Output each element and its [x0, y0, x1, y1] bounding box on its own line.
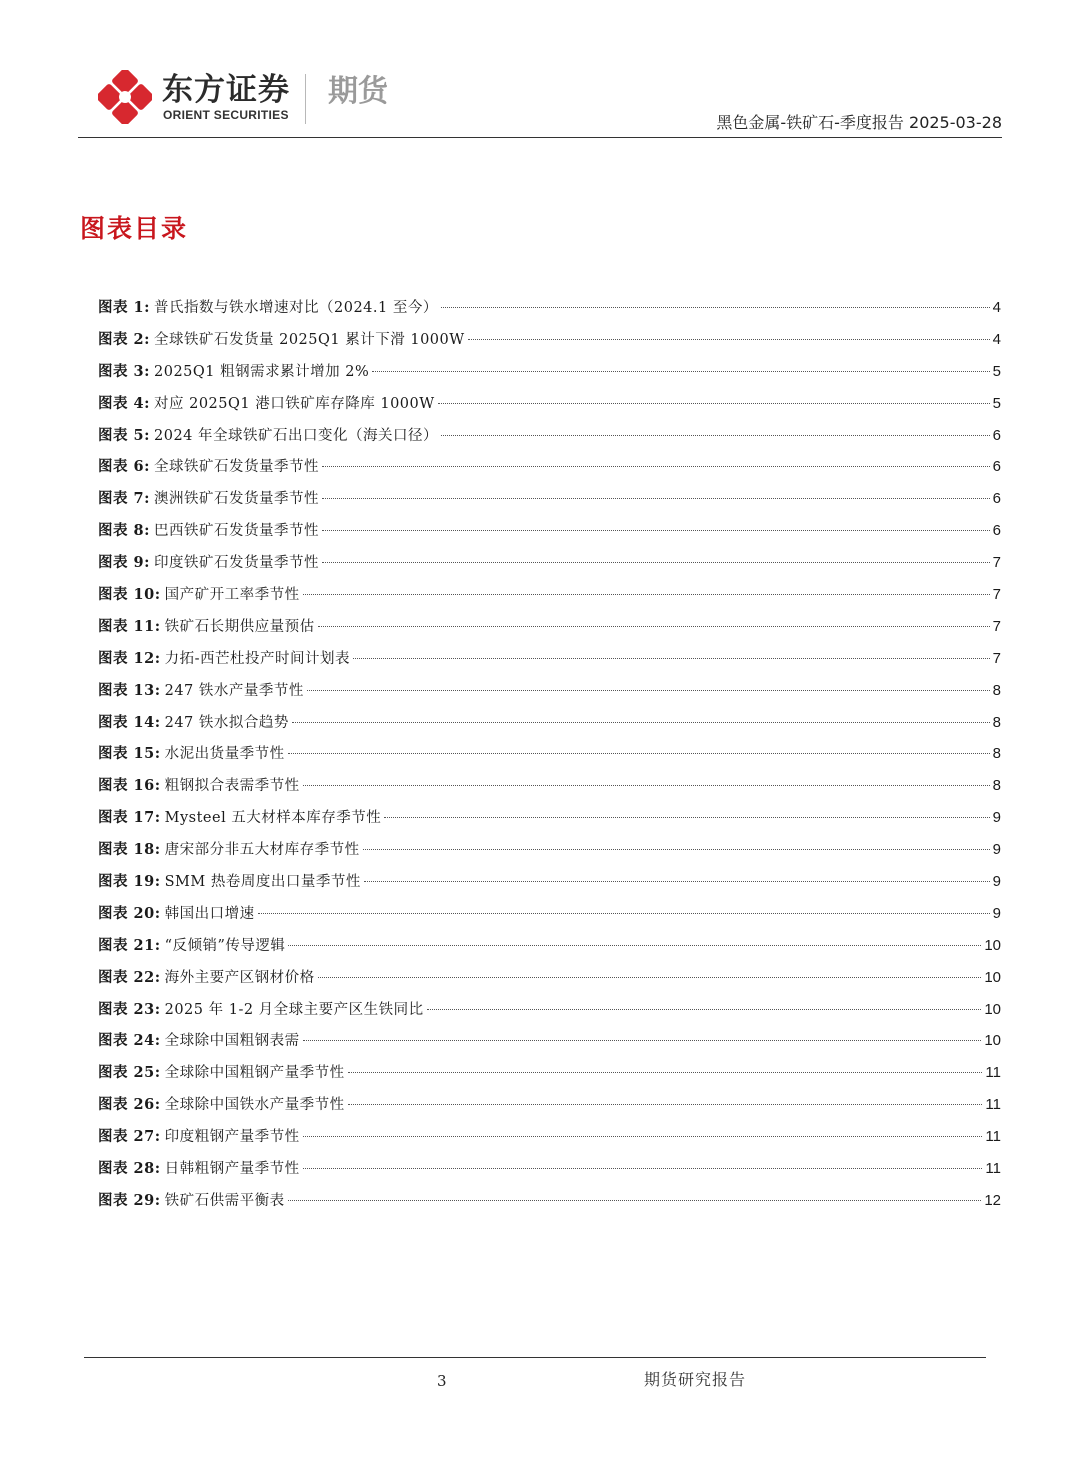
toc-entry-label: 图表 18:	[98, 841, 161, 859]
toc-entry-page: 8	[992, 777, 1001, 795]
toc-entry-page: 5	[992, 362, 1001, 380]
toc-entry-3[interactable]	[98, 360, 1001, 392]
toc-entry-5[interactable]	[98, 424, 1001, 456]
toc-entry-28[interactable]	[98, 1157, 1001, 1189]
toc-entry-title: 247 铁水产量季节性	[164, 682, 304, 699]
toc-entry-4[interactable]	[98, 392, 1001, 424]
dot-leader	[292, 722, 990, 723]
toc-entry-title: 铁矿石长期供应量预估	[164, 618, 315, 635]
toc-entry-title: 印度铁矿石发货量季节性	[154, 555, 319, 572]
toc-entry-page: 11	[985, 1096, 1001, 1114]
toc-entry-label: 图表 28:	[98, 1160, 161, 1178]
toc-entry-label: 图表 5:	[98, 426, 150, 444]
toc-entry-label: 图表 15:	[98, 745, 161, 763]
toc-entry-label: 图表 9:	[98, 554, 150, 572]
toc-entry-page: 7	[992, 554, 1001, 572]
dot-leader	[353, 658, 990, 659]
dot-leader	[303, 1136, 983, 1137]
toc-entry-title: Mysteel 五大材样本库存季节性	[164, 810, 382, 827]
toc-entry-page: 8	[992, 681, 1001, 699]
toc-entry-25[interactable]	[98, 1061, 1001, 1093]
dot-leader	[427, 1009, 982, 1010]
toc-entry-page: 11	[985, 1128, 1001, 1146]
dot-leader	[384, 817, 989, 818]
brand-division: 期货	[328, 74, 388, 109]
toc-entry-title: 海外主要产区钢材价格	[164, 969, 315, 986]
toc-entry-18[interactable]	[98, 838, 1001, 870]
toc-entry-page: 10	[984, 968, 1001, 986]
toc-entry-page: 9	[992, 841, 1001, 859]
toc-entry-title: 全球铁矿石发货量 2025Q1 累计下滑 1000W	[154, 331, 465, 348]
toc-entry-title: 全球铁矿石发货量季节性	[154, 459, 319, 476]
toc-entry-page: 6	[992, 458, 1001, 476]
toc-entry-label: 图表 27:	[98, 1128, 161, 1146]
toc-entry-12[interactable]	[98, 647, 1001, 679]
toc-entry-label: 图表 17:	[98, 809, 161, 827]
toc-entry-title: 全球除中国粗钢产量季节性	[164, 1065, 345, 1082]
dot-leader	[322, 498, 990, 499]
toc-entry-page: 9	[992, 873, 1001, 891]
toc-entry-page: 9	[992, 904, 1001, 922]
toc-entry-label: 图表 10:	[98, 586, 161, 604]
dot-leader	[318, 626, 990, 627]
toc-entry-21[interactable]	[98, 934, 1001, 966]
footer-page-number: 3	[437, 1372, 447, 1390]
toc-entry-page: 8	[992, 745, 1001, 763]
toc-entry-title: 水泥出货量季节性	[164, 746, 285, 763]
toc-entry-title: 全球除中国铁水产量季节性	[164, 1097, 345, 1114]
toc-entry-page: 7	[992, 617, 1001, 635]
toc-entry-10[interactable]	[98, 583, 1001, 615]
dot-leader	[258, 913, 990, 914]
dot-leader	[348, 1072, 983, 1073]
toc-entry-15[interactable]	[98, 742, 1001, 774]
dot-leader	[322, 562, 990, 563]
toc-entry-label: 图表 1:	[98, 299, 150, 316]
toc-entry-label: 图表 8:	[98, 522, 150, 540]
toc-entry-label: 图表 21:	[98, 936, 161, 954]
toc-entry-label: 图表 4:	[98, 394, 150, 412]
toc-entry-27[interactable]	[98, 1125, 1001, 1157]
dot-leader	[363, 849, 990, 850]
toc-entry-2[interactable]	[98, 328, 1001, 360]
toc-heading: 图表目录	[80, 214, 189, 243]
toc-entry-page: 7	[992, 586, 1001, 604]
toc-entry-6[interactable]	[98, 455, 1001, 487]
toc-entry-label: 图表 20:	[98, 904, 161, 922]
dot-leader	[288, 945, 981, 946]
toc-entry-label: 图表 6:	[98, 458, 150, 476]
toc-entry-title: 韩国出口增速	[164, 905, 255, 922]
toc-entry-label: 图表 16:	[98, 777, 161, 795]
toc-entry-title: 全球除中国粗钢表需	[164, 1033, 300, 1050]
toc-entry-17[interactable]	[98, 806, 1001, 838]
brand-name-cn: 东方证券	[162, 72, 290, 108]
dot-leader	[303, 594, 990, 595]
toc-entry-14[interactable]	[98, 711, 1001, 743]
dot-leader	[468, 339, 990, 340]
toc-entry-title: 普氏指数与铁水增速对比（2024.1 至今）	[154, 300, 438, 316]
toc-entry-title: 2025Q1 粗钢需求累计增加 2%	[154, 363, 370, 380]
toc-entry-label: 图表 19:	[98, 873, 161, 891]
toc-entry-title: 2024 年全球铁矿石出口变化（海关口径）	[154, 427, 439, 444]
toc-entry-title: 澳洲铁矿石发货量季节性	[154, 491, 319, 508]
toc-entry-1[interactable]	[98, 296, 1001, 328]
dot-leader	[303, 1040, 982, 1041]
toc-entry-11[interactable]	[98, 615, 1001, 647]
dot-leader	[322, 530, 990, 531]
toc-entry-page: 8	[992, 713, 1001, 731]
orient-securities-logo-icon	[98, 70, 152, 124]
toc-entry-label: 图表 7:	[98, 490, 150, 508]
toc-entry-title: 247 铁水拟合趋势	[164, 714, 289, 731]
toc-entry-label: 图表 26:	[98, 1096, 161, 1114]
toc-entry-page: 6	[992, 490, 1001, 508]
toc-entry-page: 9	[992, 809, 1001, 827]
toc-entry-label: 图表 13:	[98, 681, 161, 699]
toc-entry-label: 图表 24:	[98, 1032, 161, 1050]
dot-leader	[303, 785, 990, 786]
toc-entry-8[interactable]	[98, 519, 1001, 551]
toc-entry-9[interactable]	[98, 551, 1001, 583]
toc-entry-title: 2025 年 1-2 月全球主要产区生铁同比	[164, 1001, 424, 1018]
toc-entry-page: 11	[985, 1064, 1001, 1082]
toc-entry-29[interactable]	[98, 1189, 1001, 1221]
dot-leader	[288, 1200, 982, 1201]
toc-entry-label: 图表 25:	[98, 1064, 161, 1082]
toc-entry-page: 10	[984, 936, 1001, 954]
toc-entry-7[interactable]	[98, 487, 1001, 519]
toc-entry-page: 6	[992, 426, 1001, 444]
dot-leader	[438, 403, 990, 404]
toc-entry-13[interactable]	[98, 679, 1001, 711]
dot-leader	[307, 690, 990, 691]
toc-entry-26[interactable]	[98, 1093, 1001, 1125]
toc-entry-label: 图表 29:	[98, 1191, 161, 1209]
toc-entry-page: 4	[992, 299, 1001, 316]
toc-entry-24[interactable]	[98, 1029, 1001, 1061]
toc-entry-page: 7	[992, 649, 1001, 667]
toc-entry-22[interactable]	[98, 966, 1001, 998]
toc-entry-20[interactable]	[98, 902, 1001, 934]
dot-leader	[372, 371, 989, 372]
toc-entry-title: 粗钢拟合表需季节性	[164, 778, 300, 795]
toc-entry-title: 巴西铁矿石发货量季节性	[154, 523, 319, 540]
brand-name-en: ORIENT SECURITIES	[163, 108, 289, 122]
toc-entry-title: 铁矿石供需平衡表	[164, 1192, 285, 1209]
dot-leader	[288, 753, 990, 754]
toc-entry-page: 10	[984, 1000, 1001, 1018]
dot-leader	[441, 307, 990, 308]
figure-table-of-contents	[98, 296, 1001, 1221]
toc-entry-label: 图表 11:	[98, 617, 161, 635]
footer-divider	[84, 1357, 986, 1358]
dot-leader	[364, 881, 990, 882]
report-header-title: 黑色金属-铁矿石-季度报告 2025-03-28	[716, 113, 1002, 132]
header-divider	[78, 137, 1002, 138]
toc-entry-label: 图表 3:	[98, 362, 150, 380]
toc-entry-label: 图表 22:	[98, 968, 161, 986]
toc-entry-page: 10	[984, 1032, 1001, 1050]
toc-entry-title: 印度粗钢产量季节性	[164, 1129, 300, 1146]
logo-divider	[305, 74, 306, 124]
dot-leader	[318, 977, 982, 978]
toc-entry-title: SMM 热卷周度出口量季节性	[164, 874, 361, 891]
dot-leader	[303, 1168, 983, 1169]
toc-entry-title: “反倾销”传导逻辑	[164, 937, 286, 954]
toc-entry-page: 4	[992, 330, 1001, 348]
toc-entry-label: 图表 2:	[98, 330, 150, 348]
toc-entry-label: 图表 14:	[98, 713, 161, 731]
dot-leader	[348, 1104, 983, 1105]
toc-entry-page: 5	[992, 394, 1001, 412]
toc-entry-page: 12	[984, 1191, 1001, 1209]
dot-leader	[441, 435, 990, 436]
footer-report-label: 期货研究报告	[644, 1370, 747, 1389]
toc-entry-page: 6	[992, 522, 1001, 540]
toc-entry-23[interactable]	[98, 998, 1001, 1030]
toc-entry-label: 图表 23:	[98, 1000, 161, 1018]
toc-entry-label: 图表 12:	[98, 649, 161, 667]
toc-entry-page: 11	[985, 1160, 1001, 1178]
toc-entry-title: 国产矿开工率季节性	[164, 587, 300, 604]
toc-entry-19[interactable]	[98, 870, 1001, 902]
toc-entry-title: 对应 2025Q1 港口铁矿库存降库 1000W	[154, 395, 435, 412]
toc-entry-16[interactable]	[98, 774, 1001, 806]
toc-entry-title: 唐宋部分非五大材库存季节性	[164, 842, 360, 859]
dot-leader	[322, 466, 990, 467]
toc-entry-title: 日韩粗钢产量季节性	[164, 1161, 300, 1178]
toc-entry-title: 力拓-西芒杜投产时间计划表	[164, 650, 350, 667]
